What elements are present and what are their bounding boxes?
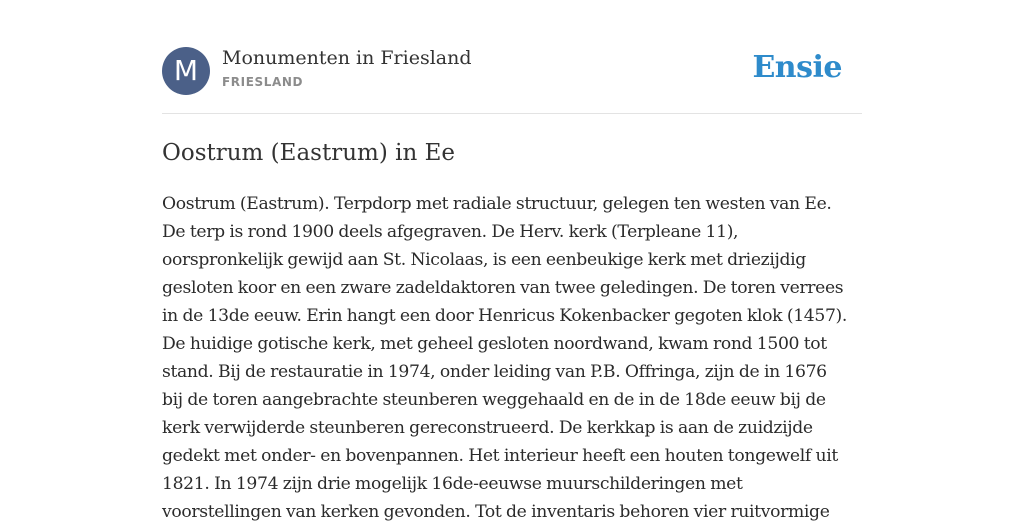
source-title[interactable]: Monumenten in Friesland <box>222 47 472 69</box>
header-divider <box>162 113 862 114</box>
source-subtitle: FRIESLAND <box>222 75 304 89</box>
body-line: gedekt met onder- en bovenpannen. Het interieur heeft een houten tongewelf uit <box>162 446 838 466</box>
body-line: voorstellingen van kerken gevonden. Tot de inventaris behoren vier ruitvormige <box>162 502 830 522</box>
article-card <box>162 0 862 522</box>
body-line: oorspronkelijk gewijd aan St. Nicolaas, is een eenbeukige kerk met driezijdig <box>162 250 806 270</box>
brand-logo[interactable]: Ensie <box>752 50 842 85</box>
body-line: gesloten koor en een zware zadeldaktoren van twee geledingen. De toren verrees <box>162 278 844 298</box>
header <box>162 46 862 96</box>
article-title: Oostrum (Eastrum) in Ee <box>162 140 455 166</box>
body-line: stand. Bij de restauratie in 1974, onder leiding van P.B. Offringa, zijn de in 1676 <box>162 362 827 382</box>
source-avatar[interactable]: M <box>162 47 210 95</box>
article-body <box>162 190 864 526</box>
body-line: Oostrum (Eastrum). Terpdorp met radiale structuur, gelegen ten westen van Ee. <box>162 194 832 214</box>
body-line: De huidige gotische kerk, met geheel gesloten noordwand, kwam rond 1500 tot <box>162 334 827 354</box>
body-line: kerk verwijderde steunberen gereconstrueerd. De kerkkap is aan de zuidzijde <box>162 418 813 438</box>
body-line: 1821. In 1974 zijn drie mogelijk 16de-eeuwse muurschilderingen met <box>162 474 743 494</box>
body-line: in de 13de eeuw. Erin hangt een door Henricus Kokenbacker gegoten klok (1457). <box>162 306 848 326</box>
body-line: bij de toren aangebrachte steunberen weggehaald en de in de 18de eeuw bij de <box>162 390 826 410</box>
body-line: De terp is rond 1900 deels afgegraven. De Herv. kerk (Terpleane 11), <box>162 222 739 242</box>
